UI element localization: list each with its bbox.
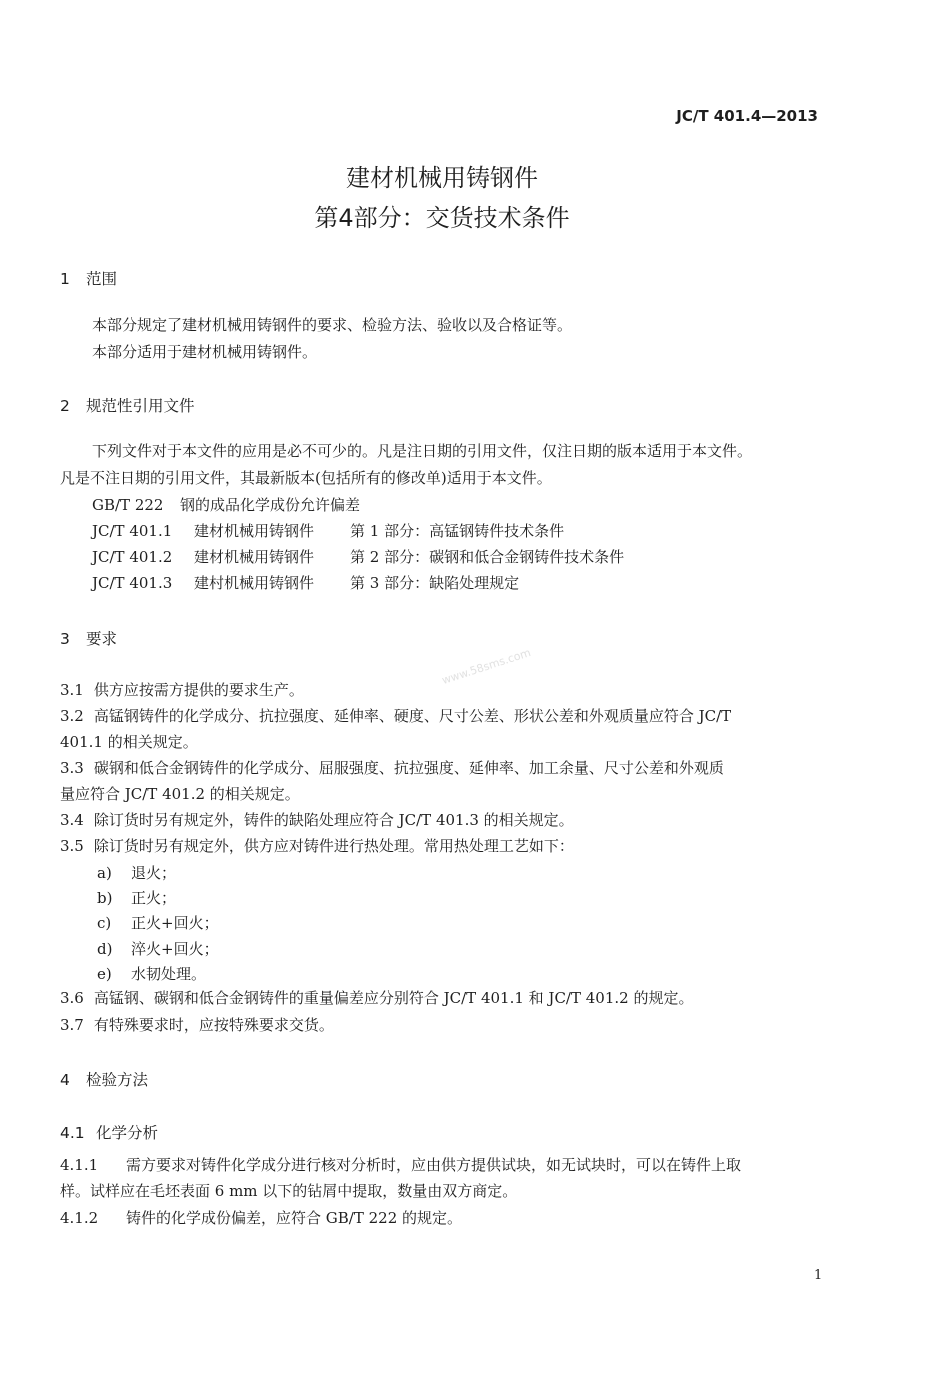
section-heading-3 xyxy=(60,627,117,649)
clause-3-5 xyxy=(60,835,574,856)
clause-3-2 xyxy=(60,705,731,726)
reference-title: 建村机械用铸钢件 xyxy=(194,574,315,592)
paragraph: 本部分规定了建材机械用铸钢件的要求、检验方法、验收以及合格证等。 xyxy=(92,316,573,334)
page-number: 1 xyxy=(814,1268,823,1283)
clause-number: 3.3 xyxy=(60,759,84,777)
subsection-number: 4.1 xyxy=(60,1124,85,1142)
section-heading-2 xyxy=(60,394,195,416)
document-title: 建材机械用铸钢件 xyxy=(346,164,538,192)
section-heading-1 xyxy=(60,267,117,289)
reference-subtitle: 第 1 部分：高锰钢铸件技术条件 xyxy=(350,522,565,540)
clause-number: 4.1.1 xyxy=(60,1156,99,1174)
clause-3-3-cont: 量应符合 JC/T 401.2 的相关规定。 xyxy=(60,785,300,803)
section-title: 规范性引用文件 xyxy=(86,397,195,415)
subsection-title: 化学分析 xyxy=(96,1124,159,1142)
list-label: d) xyxy=(97,940,113,958)
list-text: 正火+回火； xyxy=(131,914,219,932)
clause-text: 铸件的化学成份偏差，应符合 GB/T 222 的规定。 xyxy=(126,1209,463,1227)
clause-4-1-1-cont: 样。试样应在毛坯表面 6 mm 以下的钻屑中提取，数量由双方商定。 xyxy=(60,1182,518,1200)
list-label: a) xyxy=(97,864,112,882)
clause-number: 3.1 xyxy=(60,681,84,699)
reference-item xyxy=(92,546,624,567)
reference-code: GB/T 222 xyxy=(92,496,164,514)
list-item xyxy=(97,938,219,959)
reference-title: 钢的成品化学成份允许偏差 xyxy=(180,496,361,514)
clause-3-4 xyxy=(60,809,574,830)
clause-text: 碳钢和低合金钢铸件的化学成分、屈服强度、抗拉强度、延伸率、加工余量、尺寸公差和外观质 xyxy=(93,759,724,777)
reference-title: 建材机械用铸钢件 xyxy=(194,522,315,540)
clause-number: 3.6 xyxy=(60,989,84,1007)
subsection-heading-4-1 xyxy=(60,1121,158,1143)
clause-text: 需方要求对铸件化学成分进行核对分析时，应由供方提供试块，如无试块时，可以在铸件上取 xyxy=(126,1156,742,1174)
reference-code: JC/T 401.2 xyxy=(92,548,173,566)
reference-item xyxy=(92,572,519,593)
clause-text: 有特殊要求时，应按特殊要求交货。 xyxy=(93,1016,334,1034)
clause-text: 供方应按需方提供的要求生产。 xyxy=(93,681,304,699)
list-label: c) xyxy=(97,914,112,932)
clause-3-6 xyxy=(60,987,693,1008)
clause-text: 高锰钢、碳钢和低合金钢铸件的重量偏差应分别符合 JC/T 401.1 和 JC/T 401.2 的规定。 xyxy=(93,989,694,1007)
paragraph: 本部分适用于建材机械用铸钢件。 xyxy=(92,343,318,361)
clause-number: 3.7 xyxy=(60,1016,84,1034)
standard-number: JC/T 401.4—2013 xyxy=(676,107,818,125)
section-number: 3 xyxy=(60,630,70,648)
reference-item xyxy=(92,494,360,515)
reference-subtitle: 第 3 部分：缺陷处理规定 xyxy=(350,574,520,592)
paragraph: 下列文件对于本文件的应用是必不可少的。凡是注日期的引用文件，仅注日期的版本适用于本文件。 xyxy=(92,442,753,460)
list-item xyxy=(97,887,176,908)
list-text: 退火； xyxy=(131,864,177,882)
list-item xyxy=(97,912,219,933)
list-item xyxy=(97,862,176,883)
section-title: 要求 xyxy=(86,630,118,648)
list-label: e) xyxy=(97,965,112,983)
section-number: 1 xyxy=(60,270,70,288)
clause-3-2-cont: 401.1 的相关规定。 xyxy=(60,733,198,751)
clause-4-1-2 xyxy=(60,1207,462,1228)
clause-number: 3.2 xyxy=(60,707,84,725)
list-text: 正火； xyxy=(131,889,177,907)
reference-subtitle: 第 2 部分：碳钢和低合金钢铸件技术条件 xyxy=(350,548,625,566)
reference-title: 建材机械用铸钢件 xyxy=(194,548,315,566)
section-title: 范围 xyxy=(86,270,118,288)
reference-item xyxy=(92,520,564,541)
watermark: www.58sms.com xyxy=(440,646,533,687)
clause-number: 3.4 xyxy=(60,811,84,829)
list-label: b) xyxy=(97,889,113,907)
clause-3-1 xyxy=(60,679,304,700)
list-item xyxy=(97,963,206,984)
clause-3-3 xyxy=(60,757,724,778)
section-title: 检验方法 xyxy=(86,1071,149,1089)
reference-code: JC/T 401.3 xyxy=(92,574,173,592)
clause-4-1-1 xyxy=(60,1154,741,1175)
paragraph: 凡是不注日期的引用文件，其最新版本(包括所有的修改单)适用于本文件。 xyxy=(60,469,552,487)
section-number: 2 xyxy=(60,397,70,415)
document-subtitle: 第4部分：交货技术条件 xyxy=(314,204,570,232)
clause-text: 除订货时另有规定外，供方应对铸件进行热处理。常用热处理工艺如下： xyxy=(93,837,574,855)
clause-3-7 xyxy=(60,1014,334,1035)
list-text: 水韧处理。 xyxy=(131,965,207,983)
reference-code: JC/T 401.1 xyxy=(92,522,173,540)
clause-number: 4.1.2 xyxy=(60,1209,99,1227)
section-heading-4 xyxy=(60,1068,148,1090)
clause-number: 3.5 xyxy=(60,837,84,855)
clause-text: 除订货时另有规定外，铸件的缺陷处理应符合 JC/T 401.3 的相关规定。 xyxy=(93,811,574,829)
section-number: 4 xyxy=(60,1071,70,1089)
clause-text: 高锰钢铸件的化学成分、抗拉强度、延伸率、硬度、尺寸公差、形状公差和外观质量应符合 JC/T xyxy=(93,707,732,725)
list-text: 淬火+回火； xyxy=(131,940,219,958)
